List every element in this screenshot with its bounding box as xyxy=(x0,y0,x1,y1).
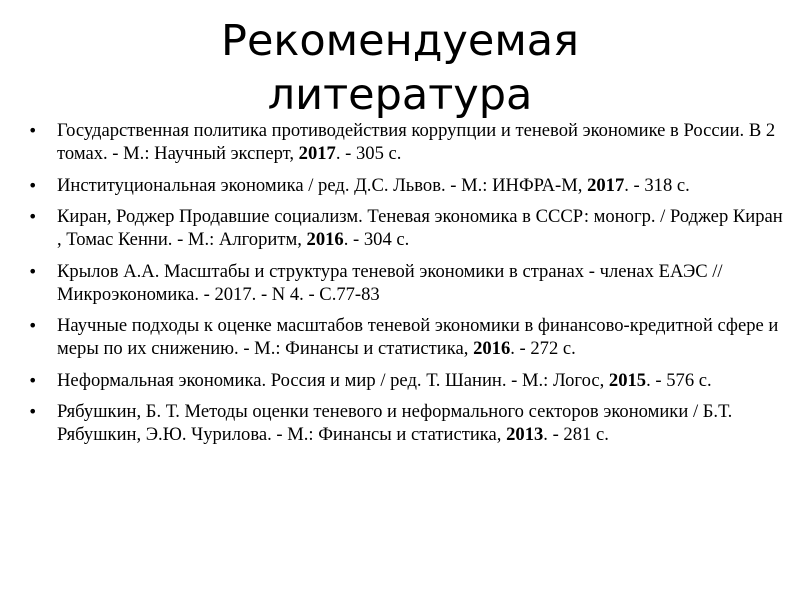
reference-text: Киран, Роджер Продавшие социализм. Теневая экономика в СССР: моногр. / Роджер Киран , Томас Кенни. - М.: Алгоритм, xyxy=(57,206,783,250)
reference-text: Научные подходы к оценке масштабов теневой экономики в финансово-кредитной сфере и меры по их снижению. - М.: Финансы и статистика, xyxy=(57,315,779,359)
reference-text-end: . - 281 с. xyxy=(543,424,609,445)
slide-title-line-1: Рекомендуемая xyxy=(221,16,579,66)
reference-year: 2013 xyxy=(506,424,544,445)
reference-text-end: . - 305 с. xyxy=(335,143,402,164)
slide-title-line-2: литература xyxy=(267,70,533,120)
reference-text-end: . - 318 с. xyxy=(624,174,690,196)
reference-text-end: . - 304 с. xyxy=(343,229,410,250)
bullet-icon: • xyxy=(28,261,38,281)
bullet-icon: • xyxy=(28,175,38,195)
reference-item-2 xyxy=(28,174,790,197)
reference-item-3 xyxy=(28,205,790,251)
reference-item-4 xyxy=(28,260,790,306)
slide-title xyxy=(0,14,800,122)
reference-item-7 xyxy=(28,400,790,446)
reference-text: Институциональная экономика / ред. Д.С. Львов. - М.: ИНФРА-М, xyxy=(57,174,588,196)
reference-text: Крылов А.А. Масштабы и структура теневой экономики в странах - членах ЕАЭС // Микроэкономика. - 2017. - N 4. - С.77-83 xyxy=(57,260,723,305)
bullet-icon: • xyxy=(28,207,38,226)
reference-year: 2017 xyxy=(587,174,625,196)
reference-list xyxy=(28,119,790,455)
reference-year: 2016 xyxy=(306,229,344,250)
bullet-icon: • xyxy=(28,316,38,335)
reference-item-5 xyxy=(28,314,790,360)
reference-year: 2015 xyxy=(608,369,647,391)
bullet-icon: • xyxy=(28,121,38,140)
reference-year: 2016 xyxy=(473,338,511,359)
reference-item-6 xyxy=(28,369,790,392)
reference-text-end: . - 576 с. xyxy=(646,369,712,391)
reference-text: Рябушкин, Б. Т. Методы оценки теневого и неформального секторов экономики / Б.Т. Рябушкин, Э.Ю. Чурилова. - М.: Финансы и статистика, xyxy=(57,401,733,445)
reference-text: Государственная политика противодействия коррупции и теневой экономике в России. В 2 томах. - М.: Научный эксперт, xyxy=(57,120,776,164)
reference-year: 2017 xyxy=(298,143,336,164)
reference-text: Неформальная экономика. Россия и мир / ред. Т. Шанин. - М.: Логос, xyxy=(57,369,609,391)
bullet-icon: • xyxy=(28,370,38,390)
reference-text-end: . - 272 с. xyxy=(510,338,576,359)
reference-item-1 xyxy=(28,119,790,165)
bullet-icon: • xyxy=(28,402,38,421)
